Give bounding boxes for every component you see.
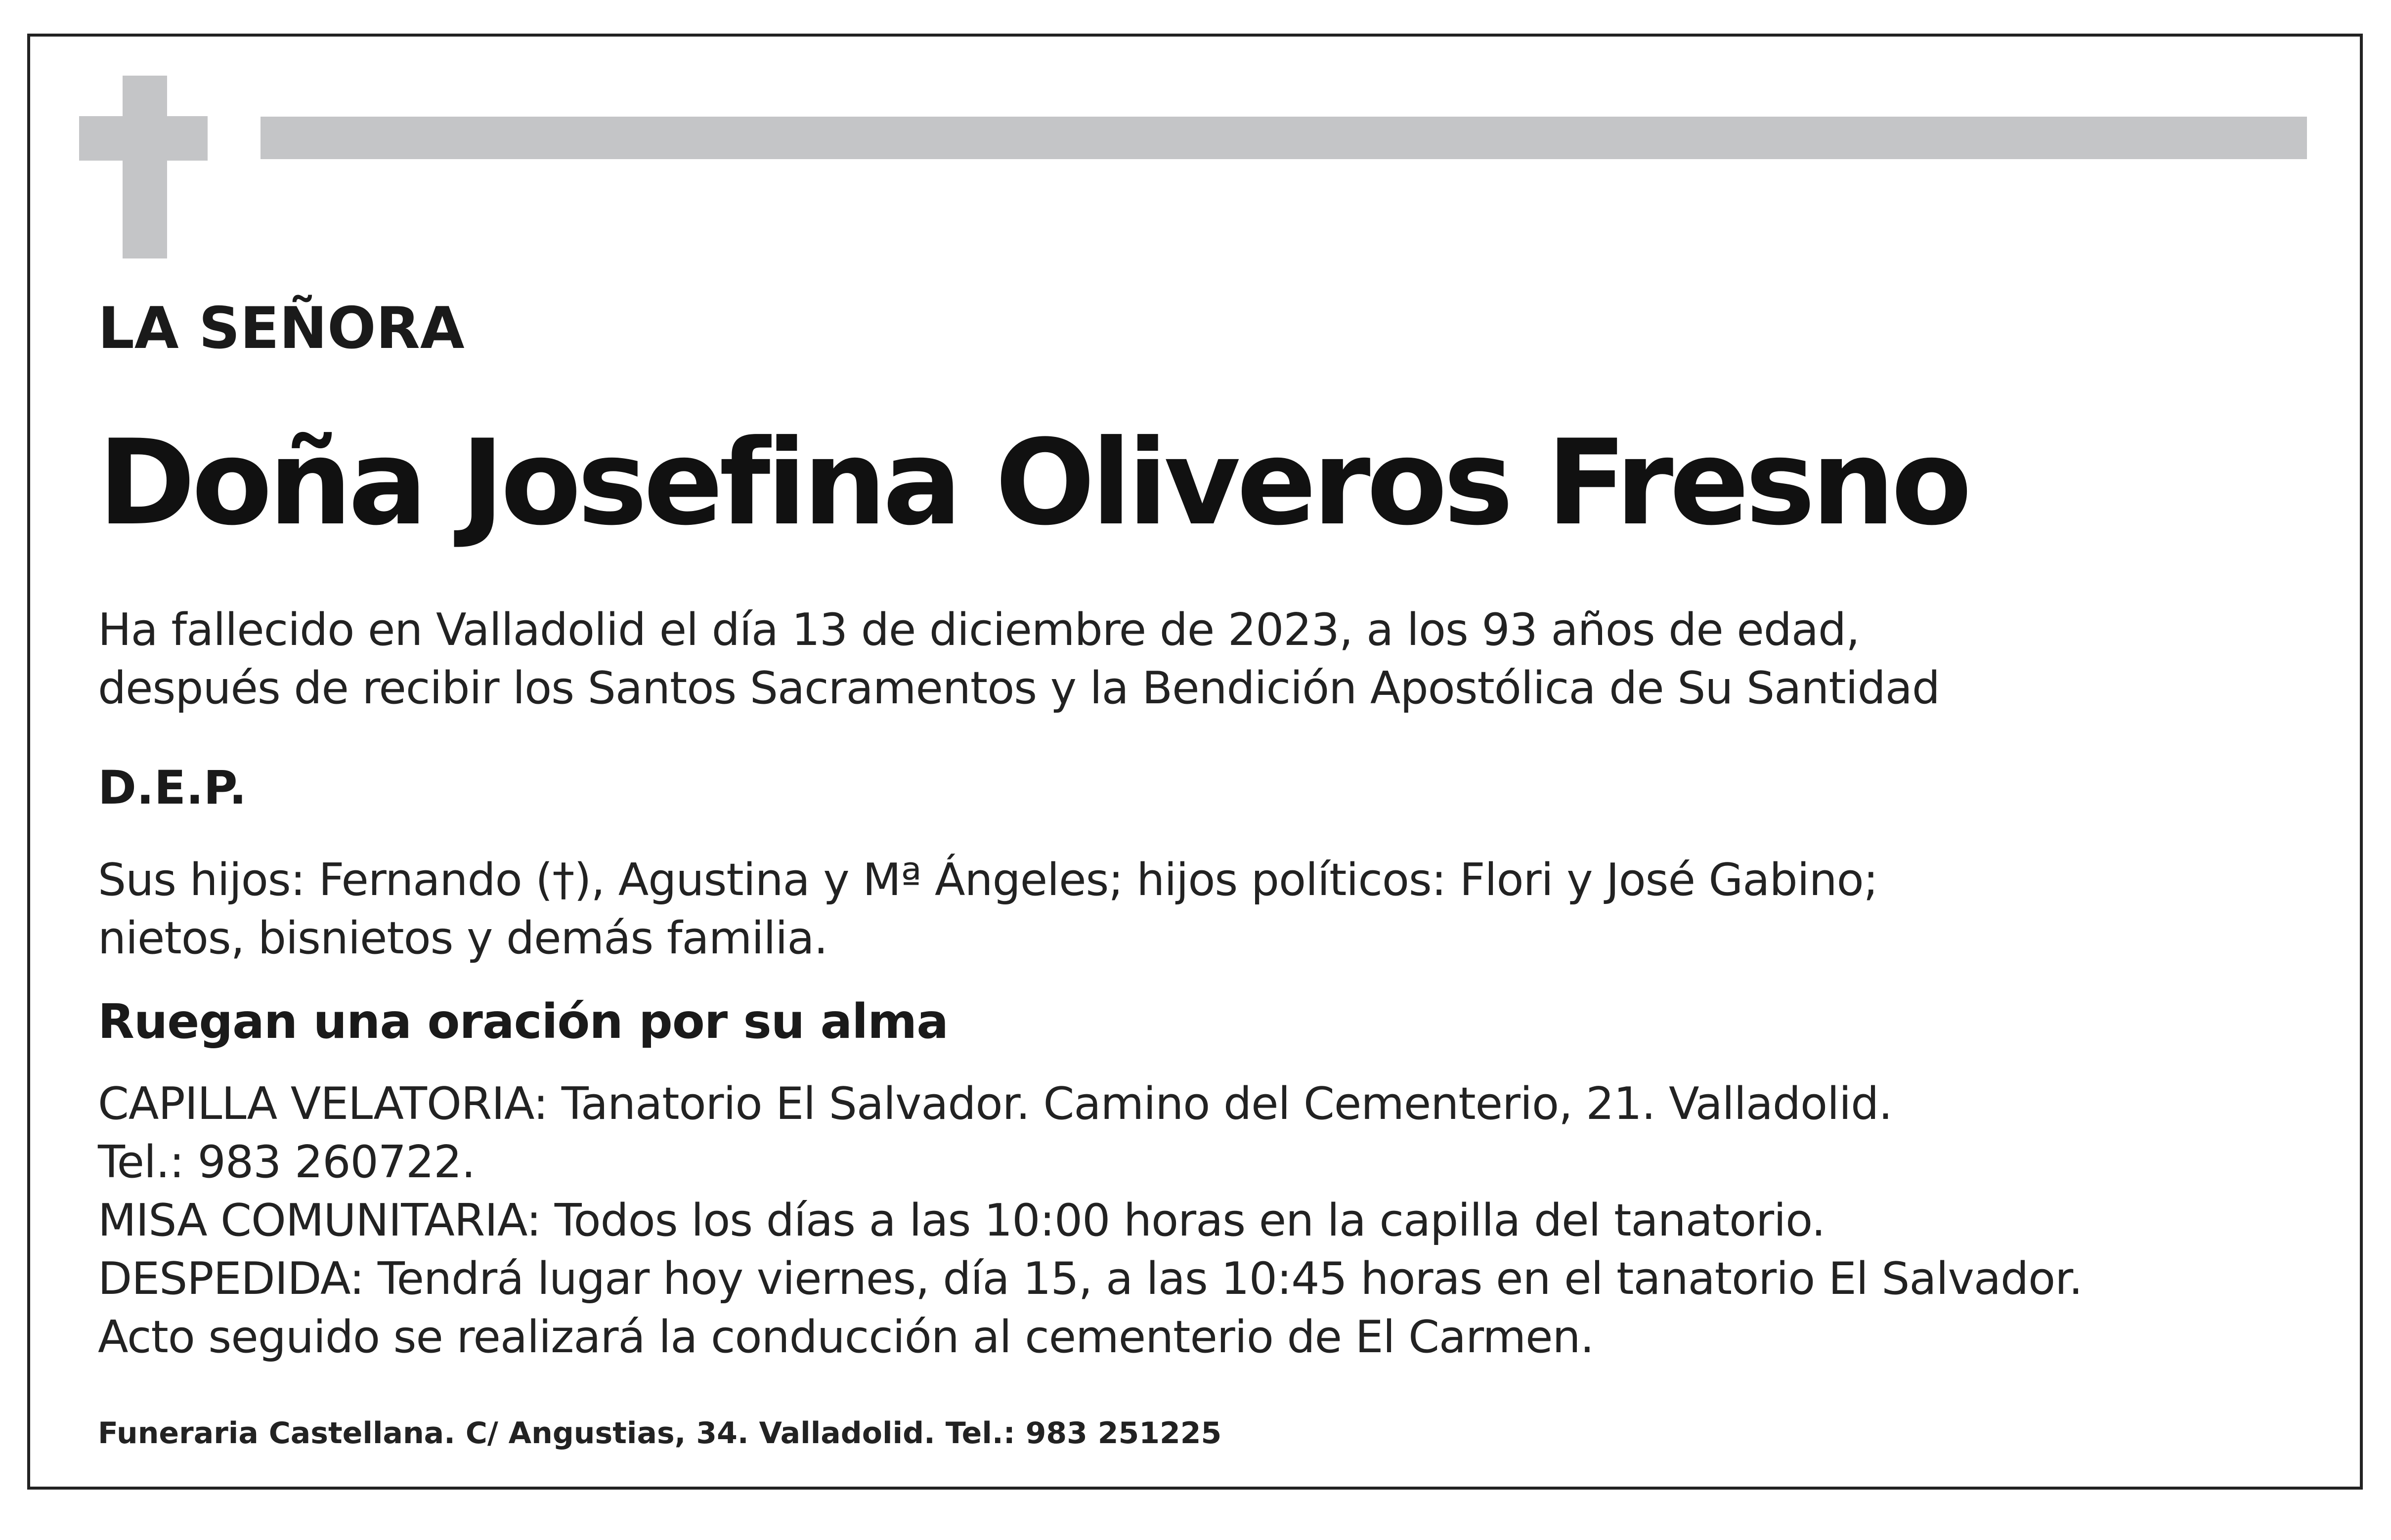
cross-horizontal-bar: [79, 116, 208, 161]
honorific-title: LA SEÑORA: [98, 295, 465, 362]
death-announcement: [98, 601, 1940, 718]
cross-vertical-bar: [123, 76, 167, 258]
funeral-details: [98, 1075, 2083, 1367]
family-line: Sus hijos: Fernando (†), Agustina y Mª Ángeles; hijos políticos: Flori y José Gabino;: [98, 854, 1878, 906]
announcement-line: después de recibir los Santos Sacramentos y la Bendición Apostólica de Su Santidad: [98, 662, 1940, 714]
rip-label: D.E.P.: [98, 761, 247, 815]
details-line: CAPILLA VELATORIA: Tanatorio El Salvador. Camino del Cementerio, 21. Valladolid.: [98, 1078, 1892, 1130]
details-line: MISA COMUNITARIA: Todos los días a las 10:00 horas en la capilla del tanatorio.: [98, 1195, 1826, 1246]
header-rule: [261, 117, 2307, 159]
announcement-line: Ha fallecido en Valladolid el día 13 de diciembre de 2023, a los 93 años de edad,: [98, 604, 1860, 656]
details-line: DESPEDIDA: Tendrá lugar hoy viernes, día 15, a las 10:45 horas en el tanatorio El Salvador.: [98, 1253, 2083, 1305]
deceased-name: Doña Josefina Oliveros Fresno: [98, 415, 1968, 552]
details-line: Acto seguido se realizará la conducción al cementerio de El Carmen.: [98, 1311, 1594, 1363]
details-line: Tel.: 983 260722.: [98, 1136, 476, 1188]
family-line: nietos, bisnietos y demás familia.: [98, 912, 828, 964]
family-list: [98, 851, 1878, 968]
funeral-home-footer: Funeraria Castellana. C/ Angustias, 34. Valladolid. Tel.: 983 251225: [98, 1416, 1222, 1451]
prayer-request: Ruegan una oración por su alma: [98, 994, 948, 1049]
